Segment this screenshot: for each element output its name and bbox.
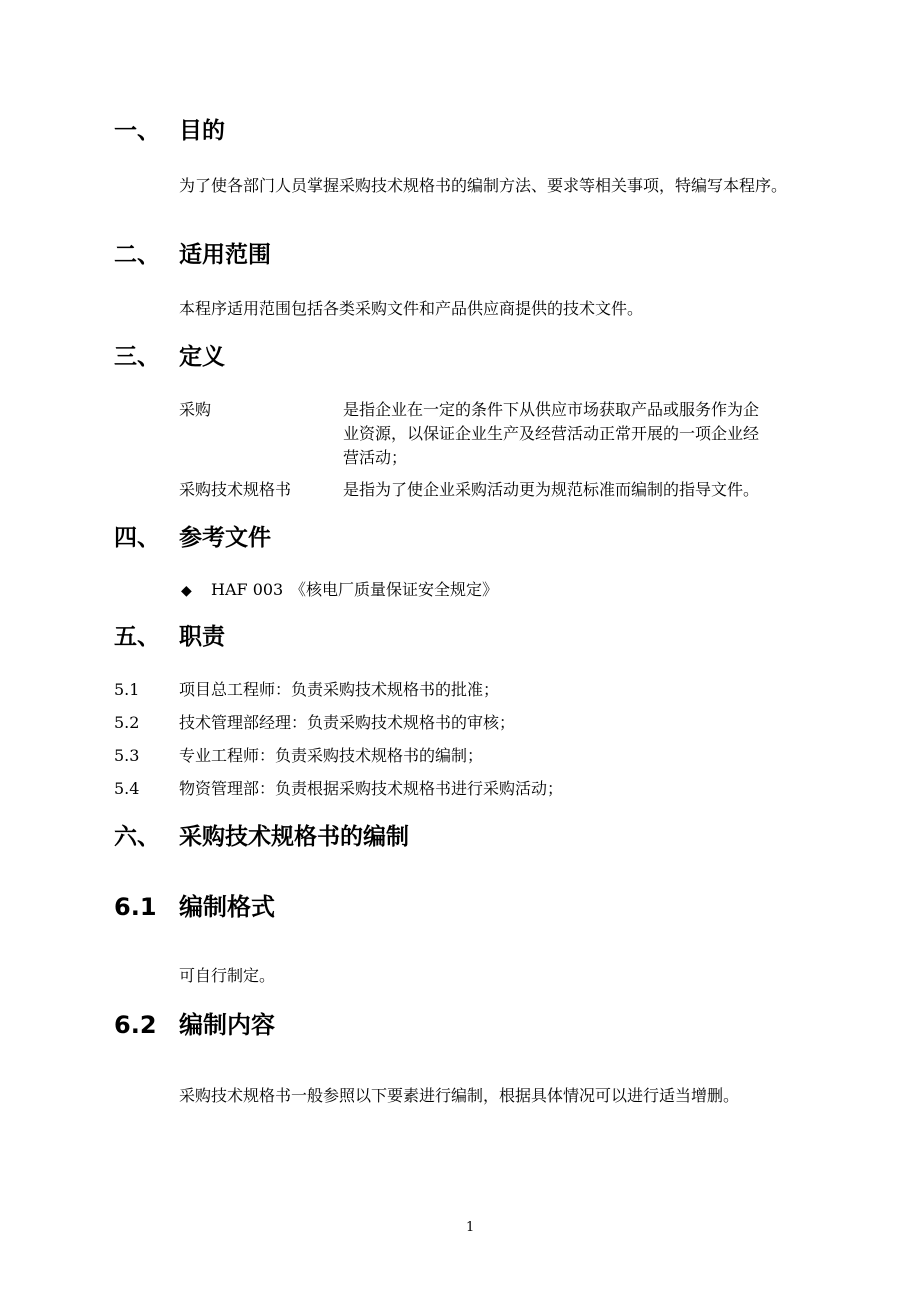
section-number: 三、 [114, 344, 160, 370]
section-title: 适用范围 [179, 242, 271, 268]
definition-line: 是指企业在一定的条件下从供应市场获取产品或服务作为企 [343, 400, 760, 419]
section-number: 四、 [114, 525, 160, 551]
bullet-diamond-icon: ◆ [181, 583, 192, 599]
list-item-number: 5.4 [114, 779, 140, 798]
list-item-text: 物资管理部：负责根据采购技术规格书进行采购活动； [179, 779, 564, 798]
definition-line: 营活动； [343, 448, 408, 467]
list-item-text: 技术管理部经理：负责采购技术规格书的审核； [179, 713, 516, 732]
subsection-title: 编制格式 [179, 893, 275, 921]
definition-line: 业资源，以保证企业生产及经营活动正常开展的一项企业经 [343, 424, 760, 443]
section-title: 定义 [179, 344, 225, 370]
subsection-title: 编制内容 [179, 1011, 275, 1039]
paragraph: 本程序适用范围包括各类采购文件和产品供应商提供的技术文件。 [179, 299, 644, 318]
list-item-text: 项目总工程师：负责采购技术规格书的批准； [179, 680, 500, 699]
section-number: 一、 [114, 118, 160, 144]
paragraph: 可自行制定。 [179, 966, 276, 985]
list-item-number: 5.1 [114, 680, 140, 699]
list-item-number: 5.2 [114, 713, 140, 732]
paragraph: 为了使各部门人员掌握采购技术规格书的编制方法、要求等相关事项，特编写本程序。 [179, 176, 788, 195]
section-number: 五、 [114, 624, 160, 650]
section-number: 二、 [114, 242, 160, 268]
page-number: 1 [466, 1220, 475, 1235]
reference-title: 《核电厂质量保证安全规定》 [290, 580, 499, 599]
section-title: 职责 [179, 624, 225, 650]
reference-code: HAF 003 [211, 580, 284, 599]
section-title: 参考文件 [179, 525, 271, 551]
paragraph: 采购技术规格书一般参照以下要素进行编制，根据具体情况可以进行适当增删。 [179, 1086, 740, 1105]
section-number: 六、 [114, 824, 160, 850]
definition-line: 是指为了使企业采购活动更为规范标准而编制的指导文件。 [343, 480, 760, 499]
subsection-number: 6.2 [114, 1011, 157, 1039]
list-item-text: 专业工程师：负责采购技术规格书的编制； [179, 746, 484, 765]
subsection-number: 6.1 [114, 893, 157, 921]
section-title: 采购技术规格书的编制 [179, 824, 409, 850]
definition-term: 采购 [179, 400, 212, 419]
definition-term: 采购技术规格书 [179, 480, 292, 499]
list-item-number: 5.3 [114, 746, 140, 765]
section-title: 目的 [179, 118, 225, 144]
